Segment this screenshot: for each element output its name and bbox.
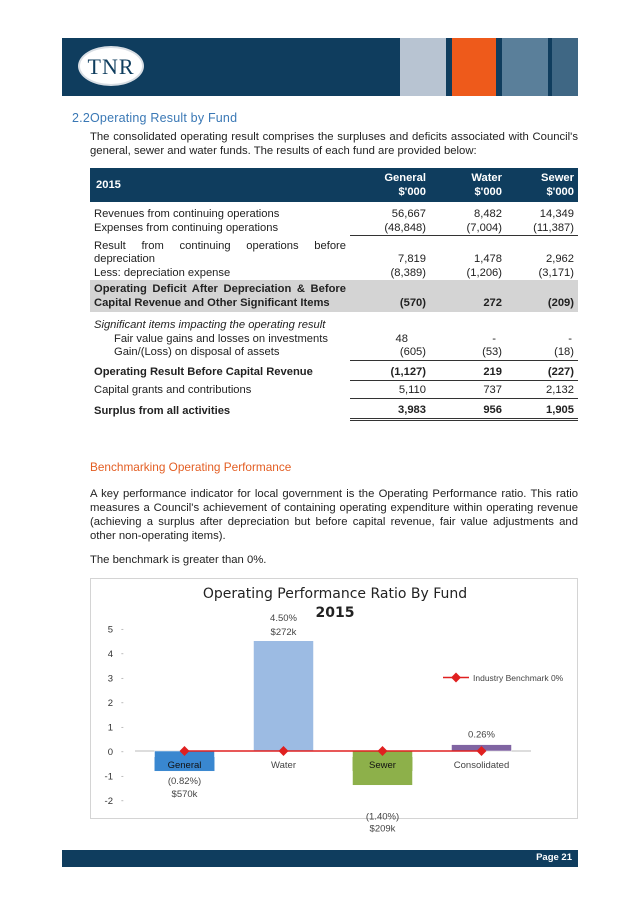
table-row: Gain/(Loss) on disposal of assets (605) (53) (18) bbox=[90, 346, 578, 360]
y-tick-mark: - bbox=[121, 747, 124, 756]
table-row: Revenues from continuing operations 56,667 8,482 14,349 bbox=[94, 208, 574, 220]
amount-label: $209k bbox=[369, 823, 396, 835]
benchmark-heading: Benchmarking Operating Performance bbox=[90, 460, 292, 474]
header-general: General $'000 bbox=[384, 172, 426, 198]
y-tick-label: 2 bbox=[107, 698, 113, 709]
y-tick-label: -2 bbox=[104, 796, 113, 807]
section-title: Operating Result by Fund bbox=[90, 111, 238, 125]
table-row: Less: depreciation expense (8,389) (1,206) (3,171) bbox=[94, 266, 574, 279]
table-row: Operating Result Before Capital Revenue (1,127) 219 (227) bbox=[90, 366, 578, 380]
header-block-dark bbox=[552, 38, 578, 96]
y-tick-mark: - bbox=[121, 698, 124, 707]
header-block-orange bbox=[452, 38, 496, 96]
legend-marker bbox=[451, 673, 461, 683]
value-label: 4.50% bbox=[270, 612, 297, 624]
table-row: Expenses from continuing operations (48,848) (7,004) (11,387) bbox=[90, 222, 578, 236]
y-tick-label: 4 bbox=[107, 649, 113, 660]
table-row-highlight: Operating Deficit After Depreciation & Before Capital Revenue and Other Significant Items (570) 272 (209) bbox=[90, 280, 578, 312]
operating-result-table bbox=[90, 168, 578, 421]
table-row: Result from continuing operations before depreciation 7,819 1,478 2,962 bbox=[94, 239, 574, 265]
logo-text: TNR bbox=[87, 54, 135, 79]
header-water: Water $'000 bbox=[471, 172, 502, 198]
header-year: 2015 bbox=[96, 178, 121, 191]
category-label: General bbox=[167, 760, 202, 771]
chart-svg bbox=[91, 579, 579, 835]
table-row: Significant items impacting the operating result bbox=[94, 319, 326, 331]
category-label: Sewer bbox=[369, 760, 396, 771]
y-tick-mark: - bbox=[121, 673, 124, 683]
y-tick-mark: - bbox=[121, 722, 124, 732]
section-heading bbox=[62, 111, 237, 125]
y-tick-label: 3 bbox=[107, 673, 113, 685]
y-tick-mark: - bbox=[121, 649, 124, 658]
intro-paragraph: The consolidated operating result comprises the surpluses and deficits associated with Council's general, sewer and water funds. The results of each fund are provided below: bbox=[90, 131, 578, 157]
bar-water bbox=[254, 641, 314, 751]
y-tick-label: 0 bbox=[107, 747, 113, 758]
amount-label: $570k bbox=[171, 789, 198, 800]
category-label: Consolidated bbox=[453, 760, 510, 771]
benchmark-paragraph: A key performance indicator for local government is the Operating Performance ratio. This ratio measures a Council's achievement of containing operating expenditure within operating revenue (achieving a surplus after depreciation but before capital revenue, fair value adjustments and other non-operating items). bbox=[90, 488, 578, 542]
table-header-row bbox=[90, 168, 578, 202]
table-row: Capital grants and contributions 5,110 737 2,132 bbox=[90, 384, 578, 398]
table-row: Surplus from all activities 3,983 956 1,905 bbox=[90, 404, 578, 419]
tnr-logo bbox=[78, 46, 144, 86]
page-header bbox=[62, 38, 578, 96]
y-tick-mark: - bbox=[121, 771, 124, 781]
value-label: (0.82%) bbox=[167, 776, 202, 787]
y-tick-label: 5 bbox=[107, 624, 113, 636]
y-tick-label: -1 bbox=[104, 771, 113, 783]
y-tick-mark: - bbox=[121, 624, 124, 634]
header-block-blue bbox=[502, 38, 548, 96]
page-number: Page 21 bbox=[536, 852, 572, 863]
header-sewer: Sewer $'000 bbox=[541, 172, 574, 198]
header-block-grey bbox=[400, 38, 446, 96]
value-label: 0.26% bbox=[468, 729, 495, 741]
operating-ratio-chart bbox=[90, 578, 578, 835]
table-row: Fair value gains and losses on investments 48 - - bbox=[114, 332, 572, 345]
amount-label: $272k bbox=[270, 626, 297, 638]
page-footer bbox=[62, 850, 578, 867]
chart-title: Operating Performance Ratio By Fund bbox=[202, 586, 468, 602]
y-tick-label: 1 bbox=[107, 722, 113, 734]
y-tick-mark: - bbox=[121, 796, 124, 805]
benchmark-note: The benchmark is greater than 0%. bbox=[90, 554, 267, 566]
legend-label: Industry Benchmark 0% bbox=[473, 673, 564, 683]
category-label: Water bbox=[271, 760, 296, 771]
value-label: (1.40%) bbox=[365, 811, 400, 823]
section-number: 2.2 bbox=[72, 111, 90, 125]
chart-subtitle: 2015 bbox=[315, 605, 355, 621]
